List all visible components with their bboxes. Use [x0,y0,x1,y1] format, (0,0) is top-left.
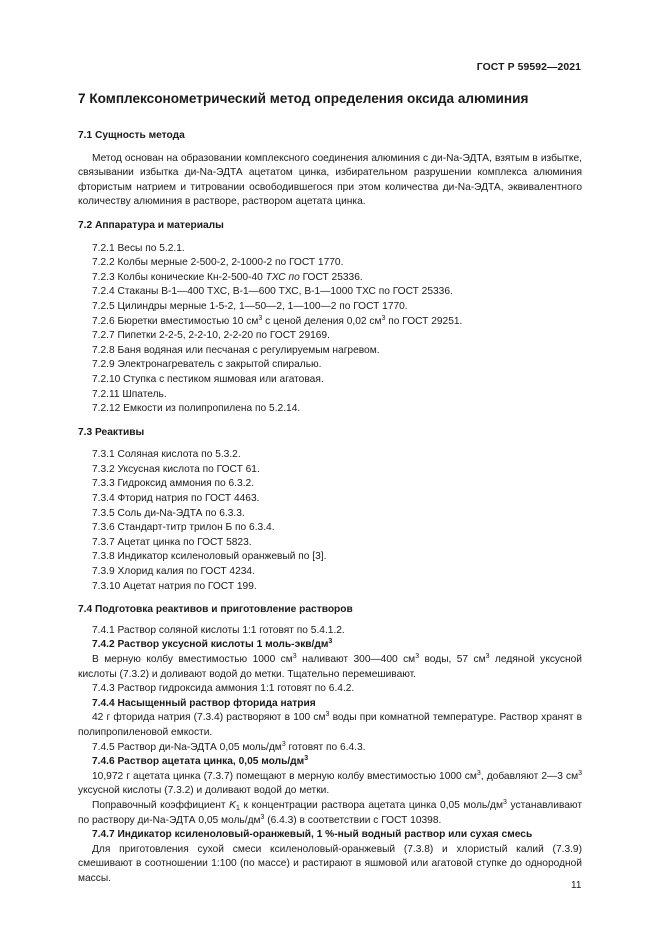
list-item-italic: ТХС по [265,271,300,283]
list-item: 7.2.11 Шпатель. [92,388,167,400]
list-item: 7.2.12 Емкости из полипропилена по 5.2.14. [92,403,301,415]
superscript: 3 [328,638,333,646]
list-item-text: 7.2.3 Колбы конические Кн-2-500-40 [92,271,266,283]
paragraph-text: В мерную колбу вместимостью 1000 см [92,654,293,665]
superscript: 3 [415,653,420,660]
superscript: 3 [260,813,265,821]
superscript: 3 [381,314,386,322]
list-item: 7.4.3 Раствор гидроксида аммония 1:1 готовят по 6.4.2. [92,683,355,695]
paragraph-text: устанавливают по раствору ди-Na-ЭДТА 0,05 моль/дм [78,799,582,826]
paragraph-text: уксусной кислоты (7.3.2) и доливают водой до метки. [78,785,330,797]
superscript: 3 [304,755,309,763]
list-item: 7.2.1 Весы по 5.2.1. [92,242,185,254]
page-content [78,90,582,887]
clause-heading-text: 7.4.6 Раствор ацетата цинка, 0,05 моль/дм [92,756,305,768]
subscript: 1 [235,804,240,812]
clause-heading-7-4-6 [78,755,582,770]
paragraph-text: 10,972 г ацетата цинка (7.3.7) помещают в мерную колбу вместимостью 1000 см [92,770,477,782]
paragraph-text: к концентрации раствора ацетата цинка 0,05 моль/дм [239,799,503,811]
list-item: 7.2.2 Колбы мерные 2-500-2, 2-1000-2 по ГОСТ 1770. [92,257,344,269]
subsection-title-7-3: 7.3 Реактивы [78,426,145,438]
list-item: 7.2.7 Пипетки 2-2-5, 2-2-10, 2-2-20 по ГОСТ 29169. [92,330,330,342]
superscript: 3 [503,798,507,806]
list-item [78,741,582,756]
paragraph-7-4-6-coefficient [78,799,582,828]
list-item: 7.2.4 Стаканы В-1—400 ТХС, В-1—600 ТХС, В-1—1000 ТХС по ГОСТ 25336. [92,286,453,298]
list-item: 7.3.3 Гидроксид аммония по 6.3.2. [92,478,255,490]
paragraph-7-4-2 [78,653,582,682]
paragraph-7-4-6 [78,770,582,799]
superscript: 3 [258,314,263,322]
superscript: 3 [578,769,582,777]
clause-heading-7-4-2 [78,638,582,653]
paragraph-text: (6.4.3) в соответствии с ГОСТ 10398. [264,814,442,826]
list-item-text: готовят по 6.4.3. [285,741,366,753]
subsection-title-7-1: 7.1 Сущность метода [78,130,185,141]
list-item: 7.3.9 Хлорид калия по ГОСТ 4234. [92,566,255,578]
superscript: 3 [292,653,297,660]
list-item [78,271,582,286]
paragraph-text: воды при комнатной температуре. Раствор хранят в полипропиленовой емкости. [78,712,583,738]
list-item: 7.3.4 Фторид натрия по ГОСТ 4463. [92,493,260,505]
superscript: 3 [281,740,286,748]
list-item-text: 7.4.5 Раствор ди-Na-ЭДТА 0,05 моль/дм [92,741,282,753]
list-item: 7.3.10 Ацетат натрия по ГОСТ 199. [92,580,257,592]
standard-code: ГОСТ Р 59592—2021 [476,62,581,73]
paragraph-7-4-4 [78,711,582,740]
list-item [78,315,582,330]
list-item: 7.3.2 Уксусная кислота по ГОСТ 61. [92,463,260,475]
coefficient-symbol: K [229,799,236,811]
list-item-text: ГОСТ 25336. [299,271,363,283]
paragraph-7-4-7: Для приготовления сухой смеси ксиленоловый-оранжевый (7.3.8) и хлористый калий (7.3.9) смешивают в соотношении 1:100 (по массе) и растирают в яшмовой или агатовой ступке до однородной массы. [78,843,582,884]
superscript: 3 [325,711,330,719]
list-item: 7.3.8 Индикатор ксиленоловый оранжевый по [3]. [92,551,327,563]
superscript: 3 [485,653,490,660]
list-item: 7.3.1 Соляная кислота по 5.3.2. [92,449,241,461]
list-item-text: 7.2.6 Бюретки вместимостью 10 см [92,315,259,327]
clause-heading-7-4-4: 7.4.4 Насыщенный раствор фторида натрия [92,697,316,709]
list-item: 7.2.5 Цилиндры мерные 1-5-2, 1—50—2, 1—100—2 по ГОСТ 1770. [92,300,408,312]
list-item-text: по ГОСТ 29251. [385,315,463,327]
clause-heading-text: 7.4.2 Раствор уксусной кислоты 1 моль-экв/дм [92,639,329,651]
list-item: 7.3.7 Ацетат цинка по ГОСТ 5823. [92,536,252,548]
paragraph-text: , добавляют 2—3 см [480,770,579,782]
page-number: 11 [571,880,582,891]
subsection-title-7-2: 7.2 Аппаратура и материалы [78,219,224,231]
list-item: 7.2.10 Ступка с пестиком яшмовая или агатовая. [92,373,324,385]
paragraph-text: Поправочный коэффициент [92,799,230,811]
list-item: 7.2.8 Баня водяная или песчаная с регулируемым нагревом. [92,344,380,356]
list-item: 7.3.6 Стандарт-титр трилон Б по 6.3.4. [92,522,275,534]
clause-heading-7-4-7: 7.4.7 Индикатор ксиленоловый-оранжевый, 1 %-ный водный раствор или сухая смесь [92,829,533,841]
paragraph-text: воды, 57 см [419,654,486,665]
paragraph-text: ледяной уксусной кислоты (7.3.2) и доливают водой до метки. Тщательно перемешивают. [78,654,582,680]
paragraph-text: наливают 300—400 см [296,654,416,665]
section-title: 7 Комплексонометрический метод определения оксида алюминия [78,91,529,106]
list-item: 7.2.9 Электронагреватель с закрытой спиралью. [92,359,322,371]
list-item: 7.3.5 Соль ди-Na-ЭДТА по 6.3.3. [92,507,245,519]
list-item: 7.4.1 Раствор соляной кислоты 1:1 готовят по 5.4.1.2. [92,624,345,636]
list-item-text: с ценой деления 0,02 см [262,315,382,327]
paragraph-text: 42 г фторида натрия (7.3.4) растворяют в 100 см [92,712,326,724]
paragraph-7-1: Метод основан на образовании комплексного соединения алюминия с ди-Na-ЭДТА, взятым в избытке, связывании избытка ди-Na-ЭДТА ацетатом цинка, избирательном разрушении комплекса алюминия фтористым натрием и титровании освободившегося при этом количества ди-Na-ЭДТА, эквивалентного количеству алюминия в растворе, раствором ацетата цинка. [78,152,582,208]
subsection-title-7-4: 7.4 Подготовка реактивов и приготовление растворов [78,604,353,616]
superscript: 3 [476,769,481,777]
